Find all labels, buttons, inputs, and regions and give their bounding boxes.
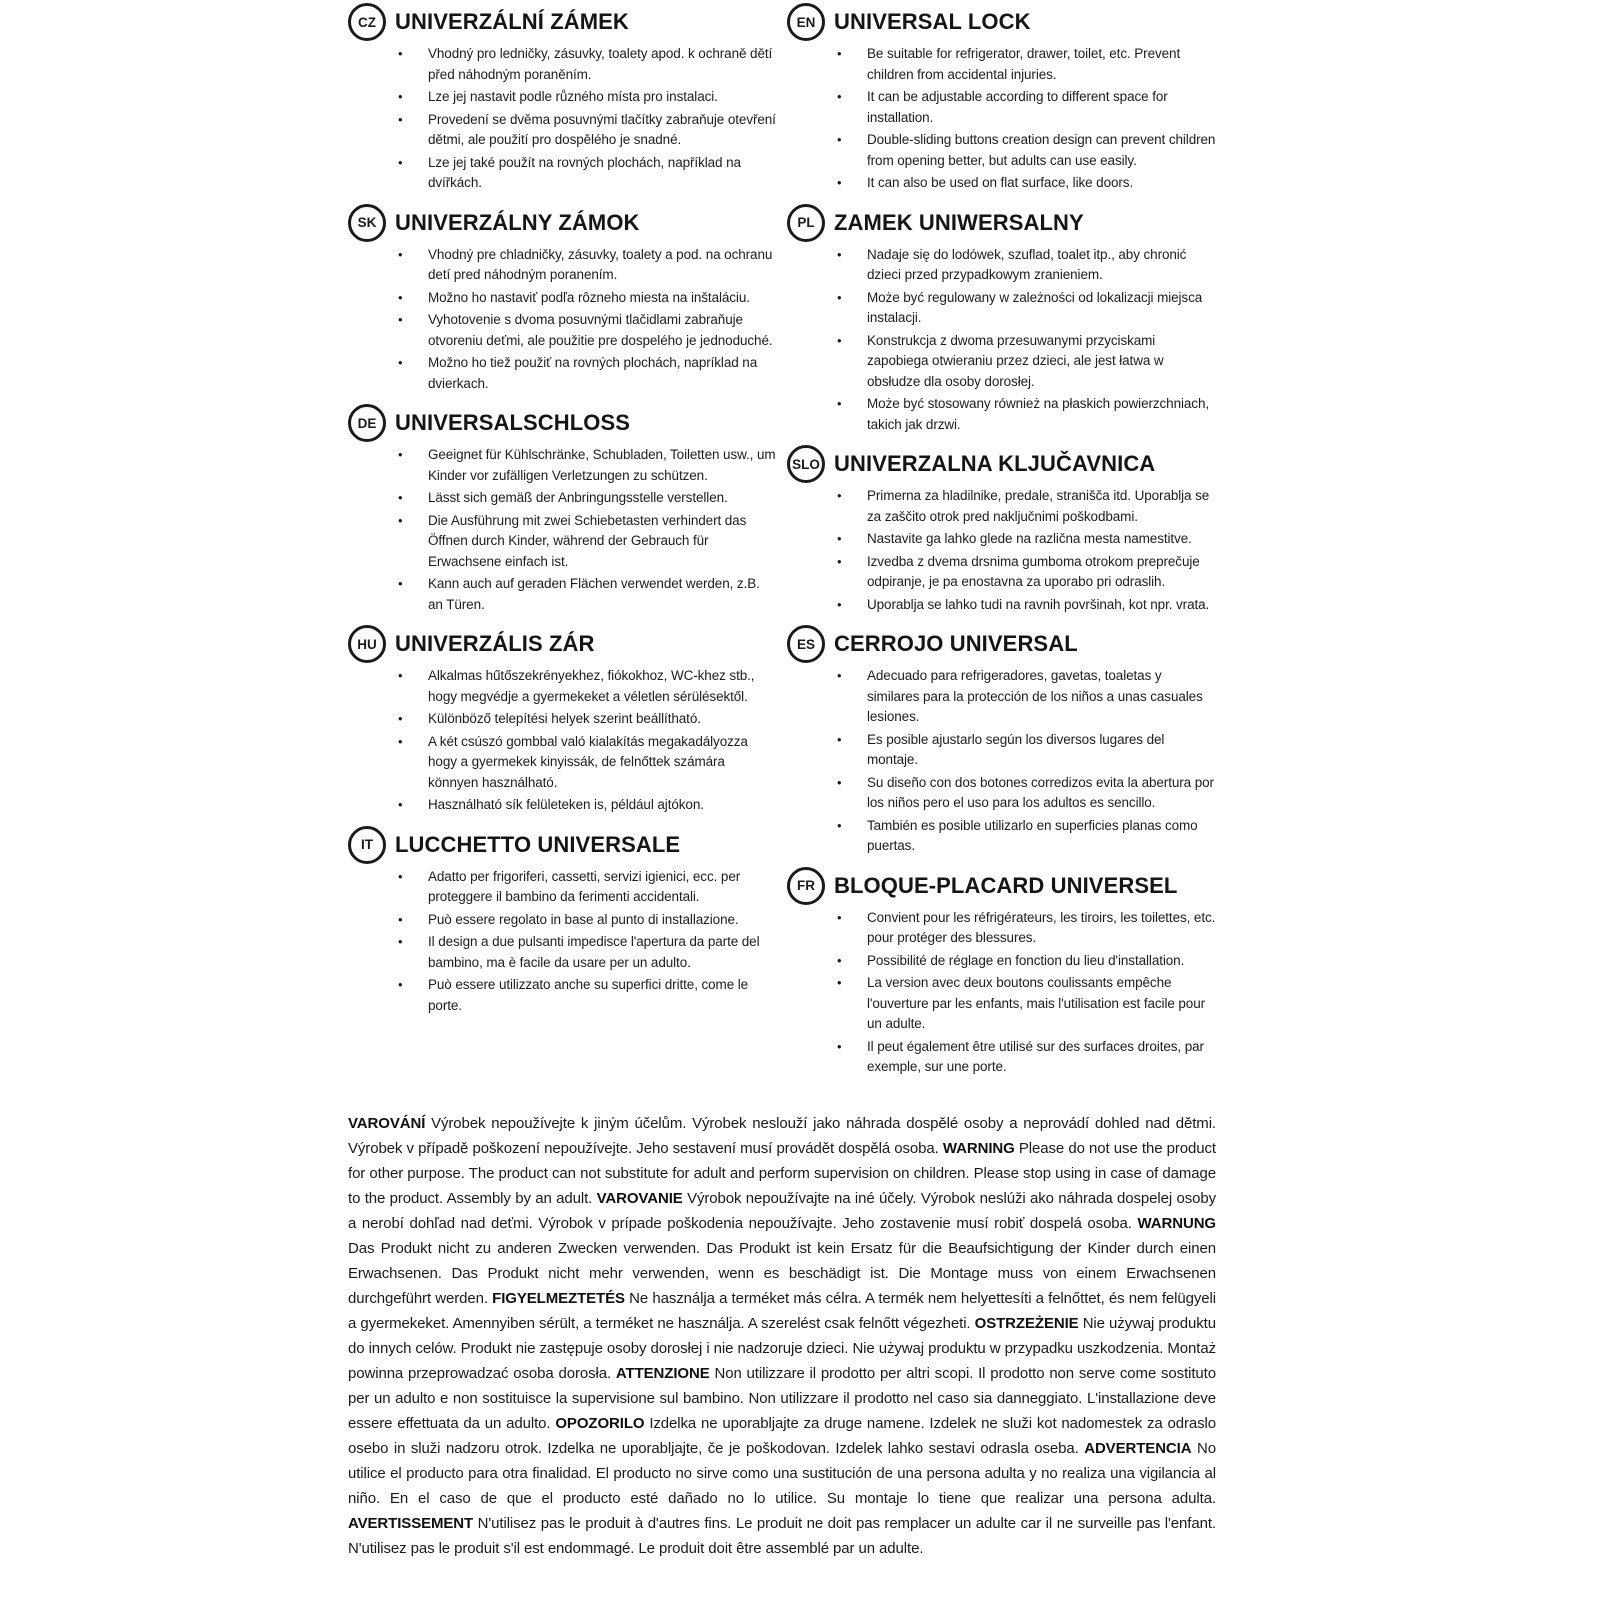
- section-es: [787, 624, 1216, 857]
- language-badge-fr: FR: [787, 867, 825, 905]
- section-fr: [787, 866, 1216, 1078]
- bullet-list-de: [348, 445, 777, 615]
- section-header: [348, 403, 777, 443]
- warning-label-sk: VAROVANIE: [596, 1189, 683, 1207]
- section-header: [348, 624, 777, 664]
- warning-label-it: ATTENZIONE: [615, 1364, 710, 1382]
- two-column-layout: [348, 2, 1216, 1087]
- section-header: [787, 2, 1216, 42]
- bullet-item: • También es posible utilizarlo en superficies planas como puertas.: [835, 816, 1216, 857]
- bullet-list-fr: [787, 908, 1216, 1078]
- bullet-item: • Vyhotovenie s dvoma posuvnými tlačidlami zabraňuje otvoreniu deťmi, ale použitie pre dospelého je jednoduché.: [396, 310, 777, 351]
- warning-label-pl: OSTRZEŻENIE: [974, 1314, 1079, 1332]
- warning-label-es: ADVERTENCIA: [1084, 1439, 1192, 1457]
- warning-text-sk: Výrobok nepoužívajte na iné účely. Výrobok neslúži ako náhrada dospelej osoby a nerobí dohľad nad deťmi. Výrobok v prípade poškodenia nepoužívajte. Jeho zostavenie musí robiť dospelá osoba.: [348, 1189, 1216, 1232]
- bullet-item: • Il peut également être utilisé sur des surfaces droites, par exemple, sur une porte.: [835, 1037, 1216, 1078]
- section-title-es: CERROJO UNIVERSAL: [834, 631, 1078, 656]
- bullet-item: • Provedení se dvěma posuvnými tlačítky zabraňuje otevření dětmi, ale použití pro dospělého je snadné.: [396, 110, 777, 151]
- language-badge-es: ES: [787, 625, 825, 663]
- bullet-item: • Lze jej nastavit podle různého místa pro instalaci.: [396, 87, 777, 108]
- left-column: [348, 2, 777, 1087]
- warning-text-it: Non utilizzare il prodotto per altri scopi. Il prodotto non serve come sostituto per un adulto e non sostituisce la supervisione sul bambino. Non utilizzare il prodotto nel caso sia danneggiato. L'installazione deve essere effettuata da un adulto.: [348, 1364, 1216, 1432]
- language-badge-slo: SLO: [787, 445, 825, 483]
- bullet-item: • Possibilité de réglage en fonction du lieu d'installation.: [835, 951, 1216, 972]
- section-pl: [787, 203, 1216, 436]
- section-de: [348, 403, 777, 615]
- bullet-item: • Be suitable for refrigerator, drawer, toilet, etc. Prevent children from accidental injuries.: [835, 44, 1216, 85]
- bullet-item: • Kann auch auf geraden Flächen verwendet werden, z.B. an Türen.: [396, 574, 777, 615]
- warning-text-hu: Ne használja a terméket más célra. A termék nem helyettesíti a felnőttet, és nem felügyeli a gyermekeket. Amennyiben sérült, a terméket ne használja. A szerelést csak felnőtt végezheti.: [348, 1289, 1216, 1332]
- bullet-item: • Vhodný pro ledničky, zásuvky, toalety apod. k ochraně dětí před náhodným poraněním.: [396, 44, 777, 85]
- bullet-item: • Nadaje się do lodówek, szuflad, toalet itp., aby chronić dzieci przed przypadkowym zranieniem.: [835, 245, 1216, 286]
- warning-label-slo: OPOZORILO: [555, 1414, 645, 1432]
- warning-text-pl: Nie używaj produktu do innych celów. Produkt nie zastępuje osoby dorosłej i nie nadzoruje dzieci. Nie używaj produktu w przypadku uszkodzenia. Montaż powinna przeprowadzać osoba dorosła.: [348, 1314, 1216, 1382]
- language-badge-pl: PL: [787, 204, 825, 242]
- language-badge-de: DE: [348, 404, 386, 442]
- language-badge-it: IT: [348, 826, 386, 864]
- warning-text-en: Please do not use the product for other purpose. The product can not substitute for adult and perform supervision on children. Please stop using in case of damage to the product. Assembly by an adult.: [348, 1139, 1216, 1207]
- bullet-item: • Možno ho tiež použiť na rovných plochách, napríklad na dvierkach.: [396, 353, 777, 394]
- section-en: [787, 2, 1216, 194]
- bullet-item: • Izvedba z dvema drsnima gumboma otrokom preprečuje odpiranje, je pa enostavna za uporabo pri odraslih.: [835, 552, 1216, 593]
- bullet-item: • Lässt sich gemäß der Anbringungsstelle verstellen.: [396, 488, 777, 509]
- bullet-item: • Konstrukcja z dwoma przesuwanymi przyciskami zapobiega otwieraniu przez dzieci, ale jest łatwa w obsłudze dla osoby dorosłej.: [835, 331, 1216, 393]
- bullet-item: • Lze jej také použít na rovných plochách, například na dvířkách.: [396, 153, 777, 194]
- section-header: [348, 2, 777, 42]
- section-title-hu: UNIVERZÁLIS ZÁR: [395, 631, 595, 656]
- bullet-item: • Może być stosowany również na płaskich powierzchniach, takich jak drzwi.: [835, 394, 1216, 435]
- section-title-fr: BLOQUE-PLACARD UNIVERSEL: [834, 872, 1178, 898]
- warning-label-en: WARNING: [942, 1139, 1015, 1157]
- bullet-item: • Convient pour les réfrigérateurs, les tiroirs, les toilettes, etc. pour protéger des blessures.: [835, 908, 1216, 949]
- section-title-de: UNIVERSALSCHLOSS: [395, 410, 631, 435]
- section-it: [348, 825, 777, 1017]
- section-title-slo: UNIVERZALNA KLJUČAVNICA: [834, 451, 1156, 476]
- bullet-item: • Die Ausführung mit zwei Schiebetasten verhindert das Öffnen durch Kinder, während der Gebrauch für Erwachsene einfach ist.: [396, 511, 777, 573]
- content-area: [348, 2, 1216, 1561]
- warning-text-fr: N'utilisez pas le produit à d'autres fins. Le produit ne doit pas remplacer un adulte car il ne surveille pas l'enfant. N'utilisez pas le produit s'il est endommagé. Le produit doit être assemblé par un adulte.: [348, 1514, 1216, 1557]
- right-column: [787, 2, 1216, 1087]
- bullet-item: • Vhodný pre chladničky, zásuvky, toalety a pod. na ochranu detí pred náhodným poranením.: [396, 245, 777, 286]
- bullet-item: • Il design a due pulsanti impedisce l'apertura da parte del bambino, ma è facile da usare per un adulto.: [396, 932, 777, 973]
- section-hu: [348, 624, 777, 816]
- bullet-item: • Może być regulowany w zależności od lokalizacji miejsca instalacji.: [835, 288, 1216, 329]
- bullet-item: • Használható sík felületeken is, például ajtókon.: [396, 795, 777, 816]
- section-header: [348, 203, 777, 243]
- bullet-item: • A két csúszó gombbal való kialakítás megakadályozza hogy a gyermekek kinyissák, de felnőttek számára könnyen használható.: [396, 732, 777, 794]
- bullet-item: • Primerna za hladilnike, predale, stranišča itd. Uporablja se za zaščito otrok pred naključnimi poškodbami.: [835, 486, 1216, 527]
- bullet-list-es: [787, 666, 1216, 857]
- section-cz: [348, 2, 777, 194]
- bullet-list-en: [787, 44, 1216, 194]
- bullet-item: • Double-sliding buttons creation design can prevent children from opening better, but adults can use easily.: [835, 130, 1216, 171]
- section-title-pl: ZAMEK UNIWERSALNY: [834, 209, 1084, 235]
- bullet-list-cz: [348, 44, 777, 194]
- bullet-list-slo: [787, 486, 1216, 615]
- bullet-list-it: [348, 867, 777, 1017]
- section-sk: [348, 203, 777, 395]
- bullet-item: • It can also be used on flat surface, like doors.: [835, 173, 1216, 194]
- bullet-item: • Può essere regolato in base al punto di installazione.: [396, 910, 777, 931]
- bullet-item: • Su diseño con dos botones corredizos evita la abertura por los niños pero el uso para los adultos es sencillo.: [835, 773, 1216, 814]
- bullet-item: • Alkalmas hűtőszekrényekhez, fiókokhoz, WC-khez stb., hogy megvédje a gyermekeket a véletlen sérülésektől.: [396, 666, 777, 707]
- warning-text-de: Das Produkt nicht zu anderen Zwecken verwenden. Das Produkt ist kein Ersatz für die Beaufsichtigung der Kinder durch einen Erwachsenen. Das Produkt nicht mehr verwenden, wenn es beschädigt ist. Die Montage muss von einem Erwachsenen durchgeführt werden.: [348, 1239, 1216, 1307]
- warning-label-de: WARNUNG: [1137, 1214, 1216, 1232]
- language-badge-cz: CZ: [348, 3, 386, 41]
- section-header: [348, 825, 777, 865]
- bullet-item: • Adecuado para refrigeradores, gavetas, toaletas y similares para la protección de los niños a unas casuales lesiones.: [835, 666, 1216, 728]
- warning-text-slo: Izdelka ne uporabljajte za druge namene. Izdelek ne služi kot nadomestek za odraslo osebo in služi nadzoru otrok. Izdelka ne uporabljajte, če je poškodovan. Izdelek lahko sestavi odrasla oseba.: [348, 1414, 1216, 1457]
- warning-text-es: No utilice el producto para otra finalidad. El producto no sirve como una sustitución de una persona adulta y no realiza una vigilancia al niño. En el caso de que el producto esté dañado no lo utilice. Su montaje lo tiene que realizar una persona adulta.: [348, 1439, 1216, 1507]
- warning-label-fr: AVERTISSEMENT: [348, 1514, 474, 1532]
- bullet-item: • Nastavite ga lahko glede na različna mesta namestitve.: [835, 529, 1216, 550]
- language-badge-hu: HU: [348, 625, 386, 663]
- section-header: [787, 624, 1216, 664]
- section-title-it: LUCCHETTO UNIVERSALE: [395, 831, 681, 857]
- bullet-list-sk: [348, 245, 777, 395]
- bullet-item: • It can be adjustable according to different space for installation.: [835, 87, 1216, 128]
- bullet-item: • La version avec deux boutons coulissants empêche l'ouverture par les enfants, mais l'utilisation est facile pour un adulte.: [835, 973, 1216, 1035]
- bullet-item: • Geeignet für Kühlschränke, Schubladen, Toiletten usw., um Kinder vor zufälligen Verletzungen zu schützen.: [396, 445, 777, 486]
- warning-paragraph: [348, 1111, 1216, 1561]
- section-header: [787, 444, 1216, 484]
- bullet-list-pl: [787, 245, 1216, 436]
- language-badge-sk: SK: [348, 204, 386, 242]
- bullet-item: • Uporablja se lahko tudi na ravnih površinah, kot npr. vrata.: [835, 595, 1216, 616]
- bullet-item: • Es posible ajustarlo según los diversos lugares del montaje.: [835, 730, 1216, 771]
- bullet-item: • Možno ho nastaviť podľa rôzneho miesta na inštaláciu.: [396, 288, 777, 309]
- section-title-en: UNIVERSAL LOCK: [834, 9, 1031, 34]
- bullet-item: • Különböző telepítési helyek szerint beállítható.: [396, 709, 777, 730]
- bullet-list-hu: [348, 666, 777, 816]
- warning-label-cz: VAROVÁNÍ: [348, 1114, 426, 1132]
- section-header: [787, 866, 1216, 906]
- bullet-item: • Adatto per frigoriferi, cassetti, servizi igienici, ecc. per proteggere il bambino da ferimenti accidentali.: [396, 867, 777, 908]
- bullet-item: • Può essere utilizzato anche su superfici dritte, come le porte.: [396, 975, 777, 1016]
- warning-label-hu: FIGYELMEZTETÉS: [492, 1289, 625, 1307]
- section-slo: [787, 444, 1216, 615]
- warning-text-cz: Výrobek nepoužívejte k jiným účelům. Výrobek neslouží jako náhrada dospělé osoby a neprovádí dohled nad dětmi. Výrobek v případě poškození nepoužívejte. Jeho sestavení musí provádět dospělá osoba.: [348, 1114, 1216, 1157]
- language-badge-en: EN: [787, 3, 825, 41]
- section-header: [787, 203, 1216, 243]
- section-title-cz: UNIVERZÁLNÍ ZÁMEK: [395, 9, 629, 34]
- section-title-sk: UNIVERZÁLNY ZÁMOK: [395, 209, 640, 235]
